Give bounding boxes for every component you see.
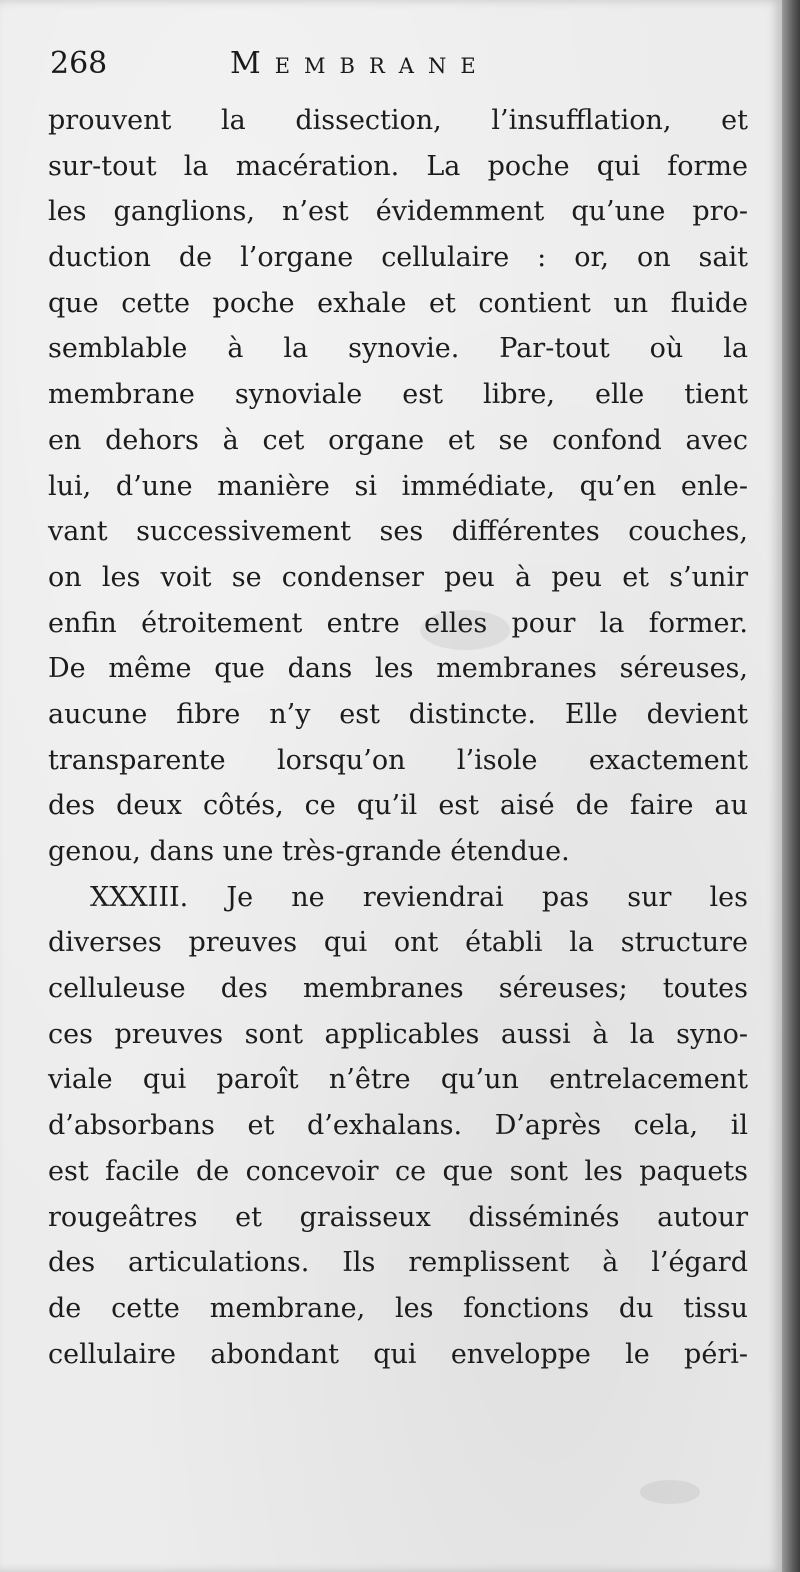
text-line: transparente lorsqu’on l’isole exactement — [48, 744, 748, 776]
text-line: ces preuves sont applicables aussi à la syno- — [48, 1018, 748, 1050]
text-line: lui, d’une manière si immédiate, qu’en enle- — [48, 470, 748, 502]
text-line: on les voit se condenser peu à peu et s’unir — [48, 561, 748, 593]
text-line: sur-tout la macération. La poche qui forme — [48, 150, 748, 182]
text-line: de cette membrane, les fonctions du tissu — [48, 1292, 748, 1324]
text-line: membrane synoviale est libre, elle tient — [48, 379, 748, 411]
text-line: en dehors à cet organe et se confond avec — [48, 424, 748, 456]
text-line: d’absorbans et d’exhalans. D’après cela, il — [48, 1110, 748, 1142]
text-line: XXXIII. Je ne reviendrai pas sur les — [90, 881, 748, 913]
text-line: duction de l’organe cellulaire : or, on sait — [48, 242, 748, 274]
text-line: des deux côtés, ce qu’il est aisé de faire au — [48, 790, 748, 822]
text-line: vant successivement ses différentes couches, — [48, 516, 748, 548]
running-title: Membrane — [230, 46, 490, 81]
text-line: rougeâtres et graisseux disséminés autour — [48, 1201, 748, 1233]
text-line: De même que dans les membranes séreuses, — [48, 653, 748, 685]
text-line: enfin étroitement entre elles pour la former. — [48, 607, 748, 639]
page-number: 268 — [50, 46, 108, 81]
text-line: que cette poche exhale et contient un fluide — [48, 287, 748, 319]
body-text — [48, 98, 748, 1377]
text-line: celluleuse des membranes séreuses; toutes — [48, 973, 748, 1005]
text-line: genou, dans une très-grande étendue. — [48, 836, 570, 867]
book-gutter — [782, 0, 800, 1572]
text-line: viale qui paroît n’être qu’un entrelacement — [48, 1064, 748, 1096]
text-line: est facile de concevoir ce que sont les paquets — [48, 1155, 748, 1187]
text-line: aucune fibre n’y est distincte. Elle devient — [48, 698, 748, 730]
text-line: semblable à la synovie. Par-tout où la — [48, 333, 748, 365]
text-line: prouvent la dissection, l’insufflation, et — [48, 105, 748, 136]
paper-stain — [640, 1480, 700, 1504]
text-line: diverses preuves qui ont établi la structure — [48, 927, 748, 959]
page-header — [50, 44, 750, 84]
text-line: cellulaire abondant qui enveloppe le péri- — [48, 1338, 748, 1370]
text-line: des articulations. Ils remplissent à l’égard — [48, 1247, 748, 1279]
text-line: les ganglions, n’est évidemment qu’une pro- — [48, 196, 748, 228]
